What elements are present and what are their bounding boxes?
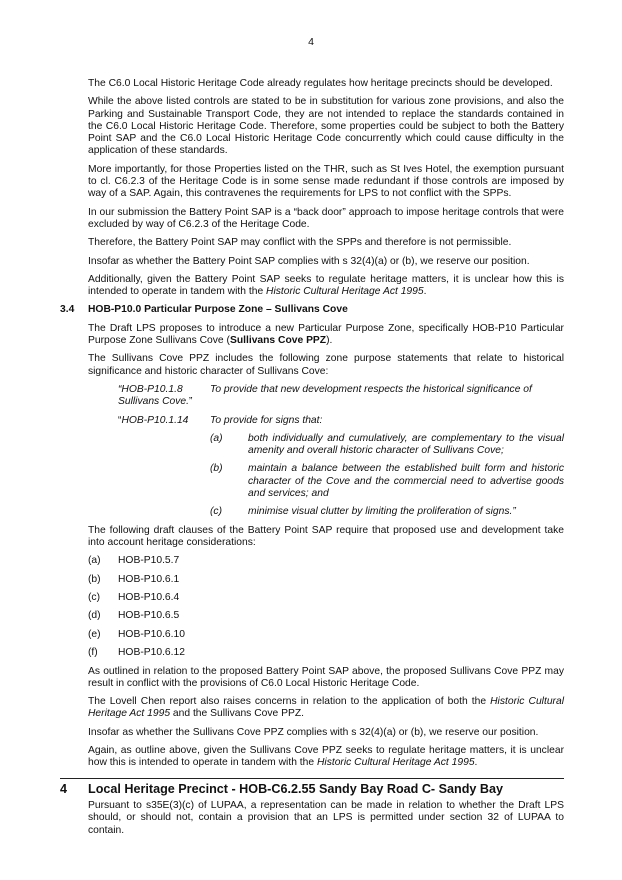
paragraph: In our submission the Battery Point SAP is a “back door” approach to impose heritage controls that were excluded by way of C6.2.3 of the Heritage Code. — [88, 206, 564, 230]
list-item: (b) HOB-P10.6.1 — [88, 573, 180, 585]
section-title: Local Heritage Precinct - HOB-C6.2.55 Sandy Bay Road C- Sandy Bay — [88, 781, 504, 796]
section-heading-3-4 — [60, 304, 564, 316]
list-item: (c) minimise visual clutter by limiting the proliferation of signs.” — [210, 506, 516, 518]
paragraph: Pursuant to s35E(3)(c) of LUPAA, a representation can be made in relation to whether the Draft LPS should, or should not, contain a provision that an LPS is permitted under section 32 of LUPAA to contain. — [88, 799, 564, 836]
paragraph: The Sullivans Cove PPZ includes the following zone purpose statements that relate to historical significance and historic character of Sullivans Cove: — [88, 353, 564, 377]
quoted-clause — [118, 415, 564, 427]
page-content — [60, 78, 564, 843]
paragraph: The C6.0 Local Historic Heritage Code already regulates how heritage precincts should be developed. — [88, 78, 553, 89]
paragraph: Insofar as whether the Battery Point SAP complies with s 32(4)(a) or (b), we reserve our position. — [88, 255, 530, 267]
list-item: (d) HOB-P10.6.5 — [88, 610, 180, 622]
section-number: 4 — [60, 781, 68, 796]
paragraph: The Lovell Chen report also raises concerns in relation to the application of both the Historic Cultural Heritage Act 1995 and the Sullivans Cove PPZ. — [88, 696, 564, 720]
quoted-sublist — [210, 433, 564, 519]
paragraph: The following draft clauses of the Battery Point SAP require that proposed use and development take into account heritage considerations: — [88, 524, 564, 548]
section-number: 3.4 — [60, 304, 75, 316]
section-heading-4 — [60, 783, 564, 795]
list-item: (a) both individually and cumulatively, are complementary to the visual amenity and overall historic character of Sullivans Cove; — [210, 432, 564, 457]
list-item: (c) HOB-P10.6.4 — [88, 591, 180, 603]
paragraph: Again, as outline above, given the Sullivans Cove PPZ seeks to regulate heritage matters, it is unclear how this is intended to operate in tandem with the Historic Cultural Heritage Act 1995. — [88, 745, 564, 769]
paragraph: Therefore, the Battery Point SAP may conflict with the SPPs and therefore is not permissible. — [88, 237, 512, 249]
list-item: (b) maintain a balance between the established built form and historic character of the Cove and the commercial need to advertise goods and services; and — [210, 463, 564, 500]
clause-ref: “HOB-P10.1.8 Sullivans Cove.” — [118, 383, 193, 408]
list-item: (e) HOB-P10.6.10 — [88, 628, 185, 640]
clause-list — [88, 555, 564, 659]
paragraph: As outlined in relation to the proposed Battery Point SAP above, the proposed Sullivans Cove PPZ may result in conflict with the provisions of C6.0 Local Historic Heritage Code. — [88, 665, 564, 689]
list-item: (f) HOB-P10.6.12 — [88, 647, 185, 659]
clause-ref: “HOB-P10.1.14 — [118, 414, 189, 426]
section-divider — [60, 778, 564, 779]
paragraph: While the above listed controls are stated to be in substitution for various zone provisions, and also the Parking and Sustainable Transport Code, they are not intended to replace the standards contained in the C6.0 Local Historic Heritage Code. Therefore, some properties could be subject to both the Battery Point SAP and the C6.0 Local Historic Heritage Code concurrently which could cause difficulty in the application of these standards. — [88, 96, 564, 157]
clause-text: To provide that new development respects the historical significance of — [210, 383, 532, 395]
paragraph: More importantly, for those Properties listed on the THR, such as St Ives Hotel, the exemption pursuant to cl. C6.2.3 of the Heritage Code is in some sense made redundant if those controls are imposed by way of a SAP. Again, this contravenes the requirements for LPS to not conflict with the SPPs. — [88, 163, 564, 200]
paragraph: The Draft LPS proposes to introduce a new Particular Purpose Zone, specifically HOB-P10 Particular Purpose Zone Sullivans Cove (Sullivans Cove PPZ). — [88, 322, 564, 347]
list-item: (a) HOB-P10.5.7 — [88, 555, 180, 567]
clause-text: To provide for signs that: — [210, 414, 323, 426]
paragraph: Insofar as whether the Sullivans Cove PPZ complies with s 32(4)(a) or (b), we reserve our position. — [88, 726, 539, 738]
section-title: HOB-P10.0 Particular Purpose Zone – Sullivans Cove — [88, 304, 348, 316]
page-number: 4 — [308, 36, 314, 48]
paragraph: Additionally, given the Battery Point SAP seeks to regulate heritage matters, it is unclear how this is intended to operate in tandem with the Historic Cultural Heritage Act 1995. — [88, 273, 564, 298]
quoted-clause — [118, 384, 564, 409]
